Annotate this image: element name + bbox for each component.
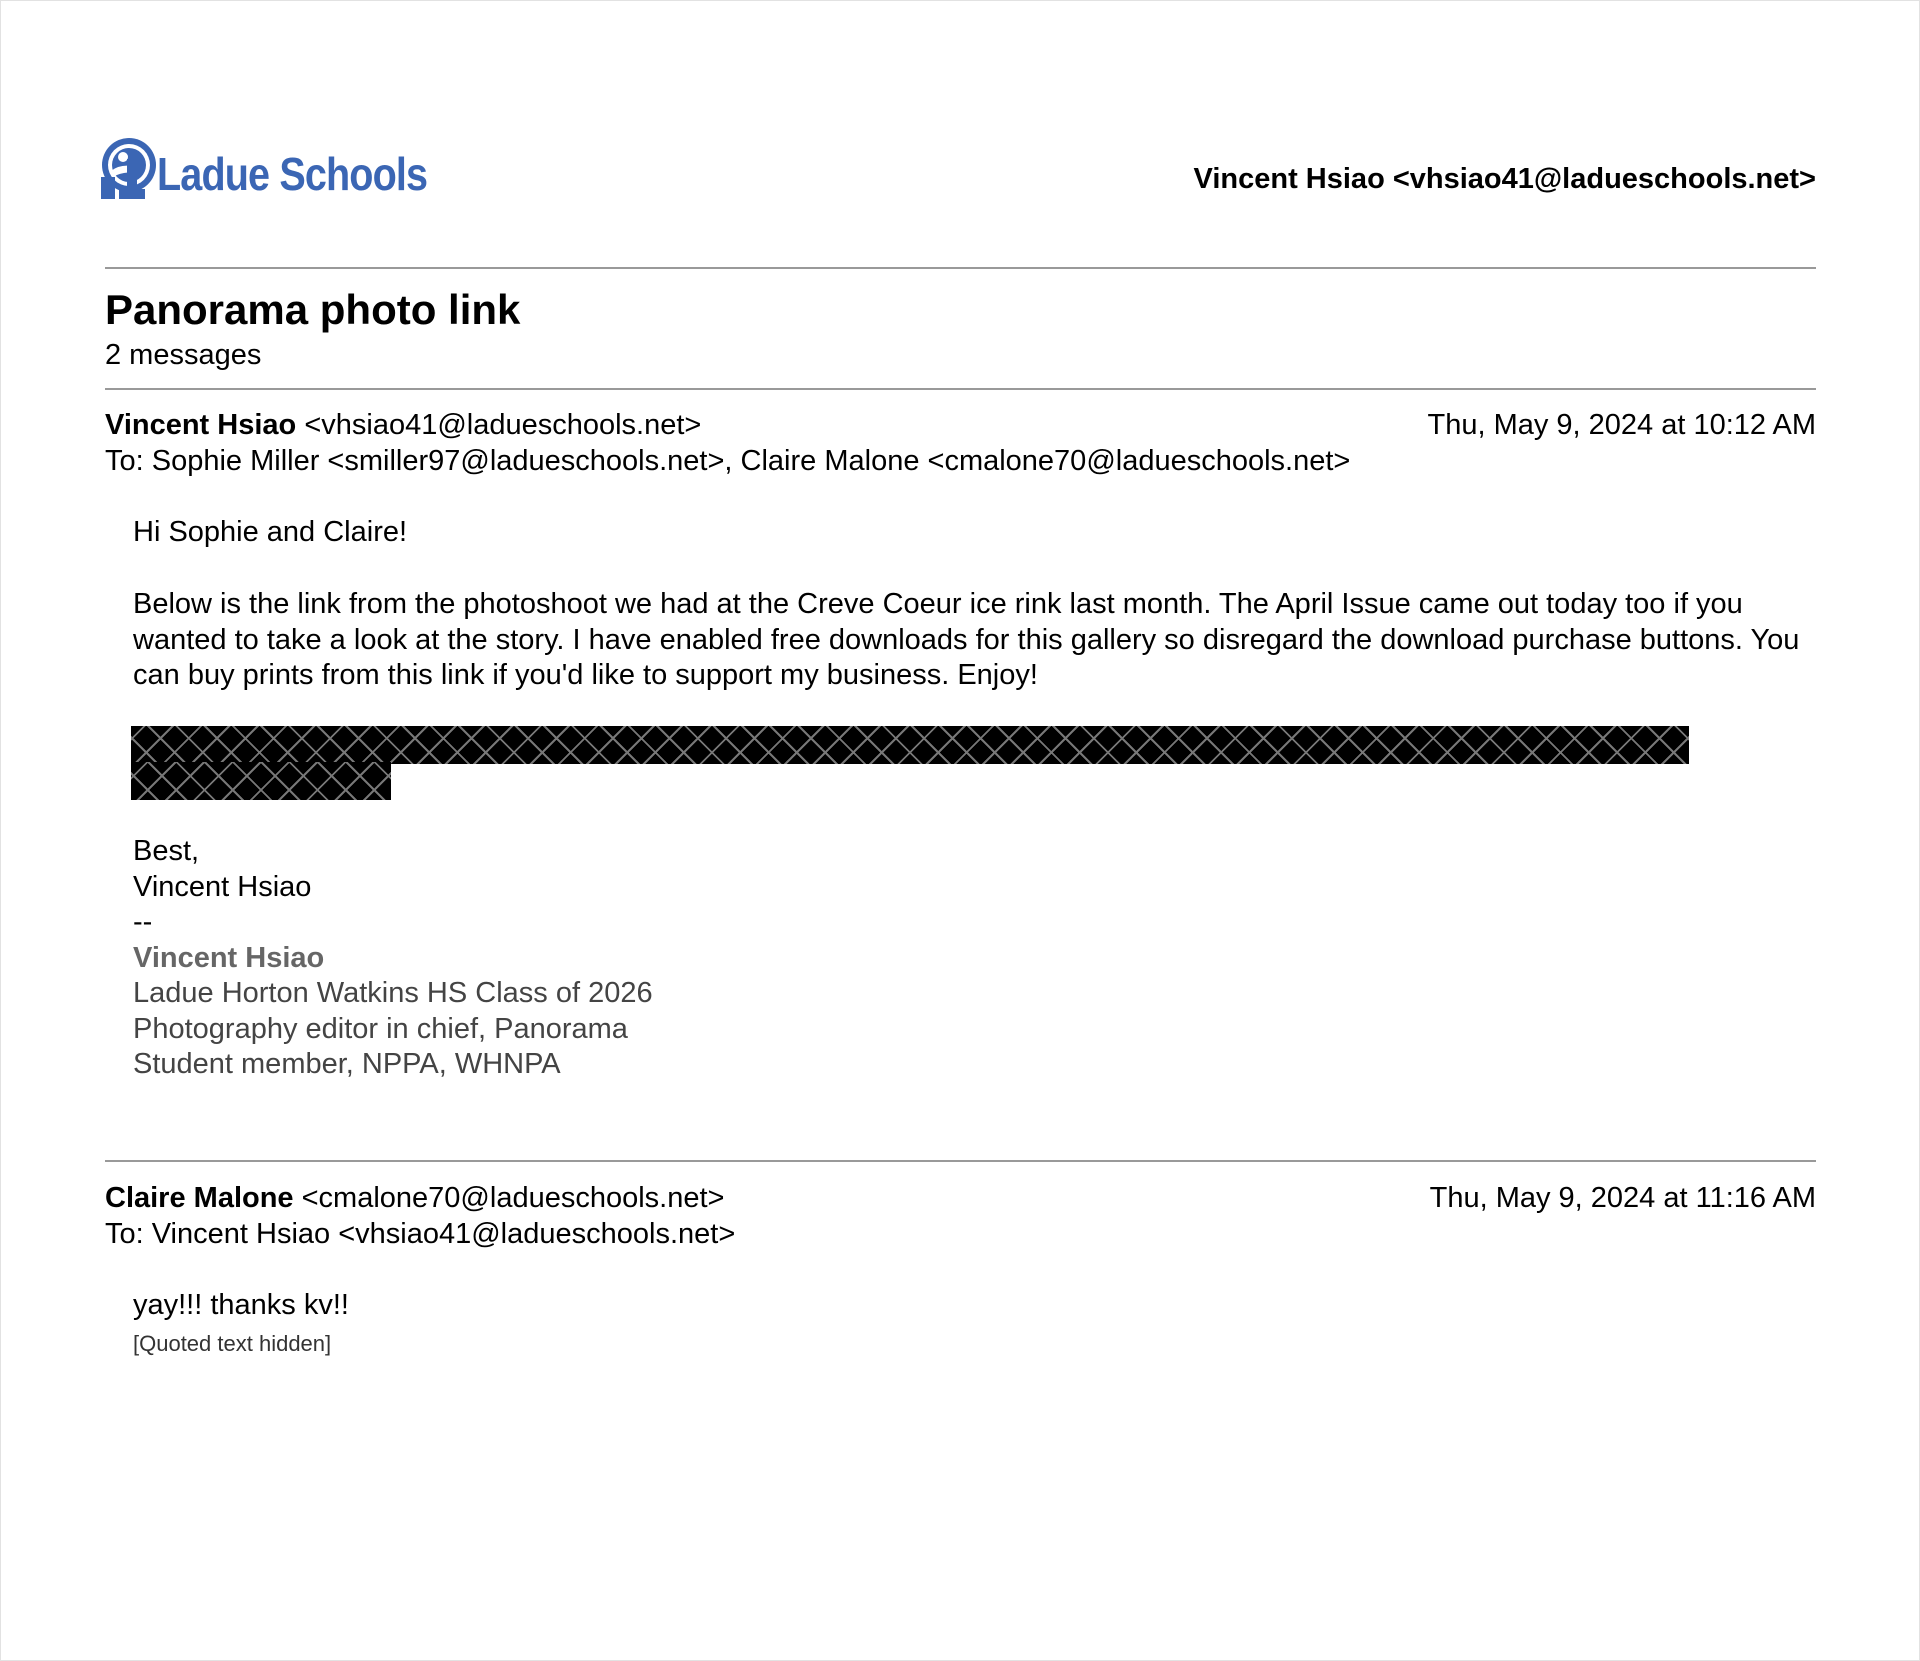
thread-title: Panorama photo link — [105, 286, 521, 333]
message-count: 2 messages — [105, 339, 262, 371]
logo-wordmark: Ladue Schools — [157, 148, 428, 200]
sender-email: <cmalone70@ladueschools.net> — [301, 1182, 725, 1214]
sender-name: Claire Malone — [105, 1182, 294, 1214]
signature-separator: -- — [133, 906, 153, 938]
message-body — [133, 515, 1793, 551]
body-text: yay!!! thanks kv!! — [133, 1289, 349, 1321]
message-date: Thu, May 9, 2024 at 11:16 AM — [1429, 1182, 1816, 1214]
message-date: Thu, May 9, 2024 at 10:12 AM — [1427, 409, 1816, 441]
sender-name: Vincent Hsiao — [105, 409, 297, 441]
recipients: To: Sophie Miller <smiller97@ladueschools.net>, Claire Malone <cmalone70@ladueschools.net> — [105, 445, 1351, 477]
closing-name: Vincent Hsiao — [133, 870, 312, 903]
message-body — [133, 1288, 1793, 1324]
closing: Best, — [133, 835, 200, 867]
signature-line: Ladue Horton Watkins HS Class of 2026 — [133, 977, 653, 1009]
sender-email: <vhsiao41@ladueschools.net> — [304, 409, 702, 441]
recipients: To: Vincent Hsiao <vhsiao41@ladueschools.net> — [105, 1218, 736, 1250]
quoted-text-toggle[interactable]: [Quoted text hidden] — [133, 1331, 332, 1356]
print-header — [97, 129, 1816, 209]
redacted-link-line-1 — [131, 726, 1689, 764]
message-divider — [105, 1160, 1816, 1162]
ladue-schools-logo — [97, 133, 471, 201]
header-divider — [105, 267, 1816, 269]
closing-block — [133, 834, 653, 1083]
greeting: Hi Sophie and Claire! — [133, 516, 408, 548]
message-header — [105, 407, 1816, 479]
signature-line: Photography editor in chief, Panorama — [133, 1012, 628, 1045]
message-header — [105, 1180, 1816, 1252]
signature-name: Vincent Hsiao — [133, 941, 325, 974]
signature-line: Student member, NPPA, WHNPA — [133, 1048, 561, 1080]
message-paragraph — [133, 587, 1803, 694]
title-divider — [105, 388, 1816, 390]
account-identity: Vincent Hsiao <vhsiao41@ladueschools.net> — [1193, 163, 1816, 195]
redacted-link-line-2 — [131, 762, 391, 800]
body-paragraph: Below is the link from the photoshoot we had at the Creve Coeur ice rink last month. The April Issue came out today too if you wanted to take a look at the story. I have enabled free downloads for this gallery so disregard the download purchase buttons. You can buy prints from this link if you'd like to support my business. Enjoy! — [133, 588, 1800, 691]
ladue-logo-icon — [97, 133, 163, 201]
